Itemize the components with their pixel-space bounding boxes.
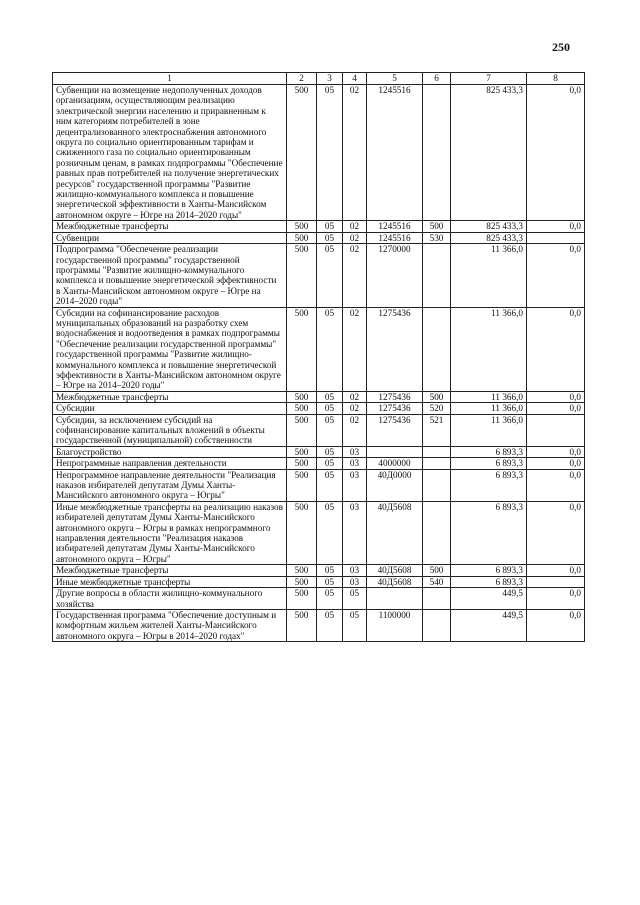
- cell-target-article: 1270000: [367, 244, 423, 307]
- column-header: 2: [287, 73, 317, 85]
- cell-subsection: 03: [343, 458, 367, 469]
- cell-expense-type: [423, 85, 451, 221]
- cell-amount: 11 366,0: [451, 403, 527, 414]
- cell-amount-col8: 0,0: [527, 565, 585, 576]
- cell-section: 05: [317, 609, 343, 641]
- cell-target-article: 4000000: [367, 458, 423, 469]
- row-name: Субсидии, за исключением субсидий на софинансирование капитальных вложений в объекты государственной (муниципальной) собственности: [53, 414, 287, 446]
- cell-target-article: 1275436: [367, 307, 423, 391]
- row-name: Благоустройство: [53, 446, 287, 457]
- cell-amount-col8: 0,0: [527, 221, 585, 232]
- cell-expense-type: [423, 446, 451, 457]
- cell-section: 05: [317, 85, 343, 221]
- cell-amount: 825 433,3: [451, 85, 527, 221]
- cell-amount-col8: 0,0: [527, 307, 585, 391]
- cell-amount-col8: 0,0: [527, 609, 585, 641]
- cell-target-article: 1245516: [367, 221, 423, 232]
- cell-subsection: 02: [343, 414, 367, 446]
- row-name: Иные межбюджетные трансферты на реализацию наказов избирателей депутатам Думы Ханты-Мансийского автономного округа – Югры в рамках непрограммного направления деятельности "Реализация наказов избирателей депутатам Думы Ханты-Мансийского автономного округа – Югры": [53, 501, 287, 564]
- column-header: 4: [343, 73, 367, 85]
- cell-subsection: 02: [343, 85, 367, 221]
- cell-target-article: 40Д5608: [367, 565, 423, 576]
- budget-table: [52, 72, 585, 642]
- cell-amount: 6 893,3: [451, 446, 527, 457]
- table-row: [53, 403, 585, 414]
- cell-amount-col8: [527, 414, 585, 446]
- cell-target-article: 1245516: [367, 85, 423, 221]
- cell-amount-col8: [527, 576, 585, 587]
- cell-target-article: [367, 588, 423, 610]
- row-name: Субсидии на софинансирование расходов муниципальных образований на разработку схем водоснабжения и водоотведения в рамках подпрограммы "Обеспечение реализации государственной программы" государственной программы "Развитие жилищно-коммунального комплекса и повышение энергетической эффективности в Ханты-Мансийском автономном округе – Югре на 2014–2020 годы": [53, 307, 287, 391]
- row-name: Субсидии: [53, 403, 287, 414]
- cell-section: 05: [317, 588, 343, 610]
- page-number: 250: [552, 40, 570, 54]
- cell-target-article: 1275436: [367, 403, 423, 414]
- cell-amount: 11 366,0: [451, 244, 527, 307]
- table-row: [53, 232, 585, 243]
- cell-subsection: 02: [343, 244, 367, 307]
- cell-subsection: 02: [343, 391, 367, 402]
- cell-admin-code: 500: [287, 85, 317, 221]
- column-header: 3: [317, 73, 343, 85]
- row-name: Межбюджетные трансферты: [53, 565, 287, 576]
- row-name: Подпрограмма "Обеспечение реализации государственной программы" государственной программы "Развитие жилищно-коммунального комплекса и повышение энергетической эффективности в Ханты-Мансийском автономном округе – Югре на 2014–2020 годы": [53, 244, 287, 307]
- cell-amount: 11 366,0: [451, 414, 527, 446]
- cell-target-article: 1275436: [367, 391, 423, 402]
- cell-admin-code: 500: [287, 221, 317, 232]
- cell-section: 05: [317, 391, 343, 402]
- cell-amount-col8: 0,0: [527, 469, 585, 501]
- cell-admin-code: 500: [287, 391, 317, 402]
- cell-amount: 825 433,3: [451, 232, 527, 243]
- cell-expense-type: 521: [423, 414, 451, 446]
- cell-section: 05: [317, 501, 343, 564]
- row-name: Субвенции на возмещение недополученных доходов организациям, осуществляющим реализацию электрической энергии населению и приравненным к ним категориям потребителей в зоне децентрализованного электроснабжения автономного округа по социально ориентированным тарифам и сжиженного газа по социально ориентированным розничным ценам, в рамках подпрограммы "Обеспечение равных прав потребителей на получение энергетических ресурсов" государственной программы "Развитие жилищно-коммунального комплекса и повышение энергетической эффективности в Ханты-Мансийском автономном округе – Югре на 2014–2020 годы": [53, 85, 287, 221]
- cell-subsection: 02: [343, 307, 367, 391]
- cell-subsection: 02: [343, 403, 367, 414]
- cell-section: 05: [317, 458, 343, 469]
- cell-expense-type: 500: [423, 221, 451, 232]
- cell-admin-code: 500: [287, 446, 317, 457]
- cell-amount: 6 893,3: [451, 576, 527, 587]
- cell-section: 05: [317, 221, 343, 232]
- cell-expense-type: 500: [423, 565, 451, 576]
- cell-expense-type: [423, 588, 451, 610]
- cell-expense-type: [423, 307, 451, 391]
- row-name: Межбюджетные трансферты: [53, 391, 287, 402]
- cell-target-article: 1245516: [367, 232, 423, 243]
- column-header: 1: [53, 73, 287, 85]
- cell-admin-code: 500: [287, 232, 317, 243]
- cell-admin-code: 500: [287, 307, 317, 391]
- row-name: Субвенции: [53, 232, 287, 243]
- cell-admin-code: 500: [287, 244, 317, 307]
- cell-amount: 11 366,0: [451, 307, 527, 391]
- cell-admin-code: 500: [287, 576, 317, 587]
- cell-amount: 11 366,0: [451, 391, 527, 402]
- cell-expense-type: 540: [423, 576, 451, 587]
- cell-subsection: 03: [343, 565, 367, 576]
- table-row: [53, 458, 585, 469]
- cell-subsection: 03: [343, 446, 367, 457]
- cell-subsection: 02: [343, 232, 367, 243]
- cell-expense-type: 500: [423, 391, 451, 402]
- row-name: Непрограммное направление деятельности "Реализация наказов избирателей депутатам Думы Ханты-Мансийского автономного округа – Югры": [53, 469, 287, 501]
- cell-subsection: 03: [343, 469, 367, 501]
- cell-amount-col8: 0,0: [527, 501, 585, 564]
- row-name: Государственная программа "Обеспечение доступным и комфортным жильем жителей Ханты-Мансийского автономного округа – Югры в 2014–2020 годах": [53, 609, 287, 641]
- cell-expense-type: 520: [423, 403, 451, 414]
- cell-amount: 6 893,3: [451, 565, 527, 576]
- cell-admin-code: 500: [287, 609, 317, 641]
- cell-amount: 6 893,3: [451, 501, 527, 564]
- cell-expense-type: 530: [423, 232, 451, 243]
- cell-section: 05: [317, 307, 343, 391]
- column-header: 5: [367, 73, 423, 85]
- cell-expense-type: [423, 469, 451, 501]
- cell-section: 05: [317, 414, 343, 446]
- table-row: [53, 414, 585, 446]
- table-row: [53, 501, 585, 564]
- cell-section: 05: [317, 576, 343, 587]
- cell-target-article: 1100000: [367, 609, 423, 641]
- cell-expense-type: [423, 244, 451, 307]
- cell-admin-code: 500: [287, 565, 317, 576]
- table-row: [53, 469, 585, 501]
- row-name: Иные межбюджетные трансферты: [53, 576, 287, 587]
- cell-expense-type: [423, 458, 451, 469]
- cell-subsection: 05: [343, 609, 367, 641]
- table-row: [53, 244, 585, 307]
- column-header: 7: [451, 73, 527, 85]
- cell-amount: 6 893,3: [451, 458, 527, 469]
- cell-amount-col8: 0,0: [527, 244, 585, 307]
- cell-amount: 449,5: [451, 609, 527, 641]
- cell-subsection: 05: [343, 588, 367, 610]
- cell-target-article: 40Д5608: [367, 576, 423, 587]
- table-body: [53, 85, 585, 642]
- column-header: 6: [423, 73, 451, 85]
- column-header: 8: [527, 73, 585, 85]
- table-row: [53, 576, 585, 587]
- table-header-row: [53, 73, 585, 85]
- cell-amount-col8: [527, 232, 585, 243]
- cell-amount-col8: 0,0: [527, 391, 585, 402]
- cell-amount: 449,5: [451, 588, 527, 610]
- cell-amount-col8: 0,0: [527, 588, 585, 610]
- cell-subsection: 03: [343, 576, 367, 587]
- table-row: [53, 391, 585, 402]
- cell-amount: 6 893,3: [451, 469, 527, 501]
- row-name: Другие вопросы в области жилищно-коммунального хозяйства: [53, 588, 287, 610]
- cell-amount-col8: 0,0: [527, 458, 585, 469]
- table-row: [53, 588, 585, 610]
- cell-subsection: 03: [343, 501, 367, 564]
- cell-section: 05: [317, 565, 343, 576]
- cell-section: 05: [317, 244, 343, 307]
- table-row: [53, 85, 585, 221]
- cell-section: 05: [317, 469, 343, 501]
- cell-target-article: 40Д5608: [367, 501, 423, 564]
- row-name: Непрограммные направления деятельности: [53, 458, 287, 469]
- cell-admin-code: 500: [287, 414, 317, 446]
- row-name: Межбюджетные трансферты: [53, 221, 287, 232]
- table-row: [53, 565, 585, 576]
- table-row: [53, 446, 585, 457]
- cell-amount-col8: 0,0: [527, 403, 585, 414]
- cell-section: 05: [317, 232, 343, 243]
- cell-target-article: 40Д0000: [367, 469, 423, 501]
- cell-target-article: 1275436: [367, 414, 423, 446]
- cell-amount: 825 433,3: [451, 221, 527, 232]
- cell-admin-code: 500: [287, 469, 317, 501]
- cell-subsection: 02: [343, 221, 367, 232]
- cell-section: 05: [317, 403, 343, 414]
- cell-target-article: [367, 446, 423, 457]
- table-row: [53, 221, 585, 232]
- cell-expense-type: [423, 501, 451, 564]
- cell-admin-code: 500: [287, 403, 317, 414]
- table-row: [53, 307, 585, 391]
- cell-amount-col8: 0,0: [527, 446, 585, 457]
- table-row: [53, 609, 585, 641]
- cell-admin-code: 500: [287, 458, 317, 469]
- cell-expense-type: [423, 609, 451, 641]
- cell-admin-code: 500: [287, 501, 317, 564]
- cell-section: 05: [317, 446, 343, 457]
- cell-amount-col8: 0,0: [527, 85, 585, 221]
- cell-admin-code: 500: [287, 588, 317, 610]
